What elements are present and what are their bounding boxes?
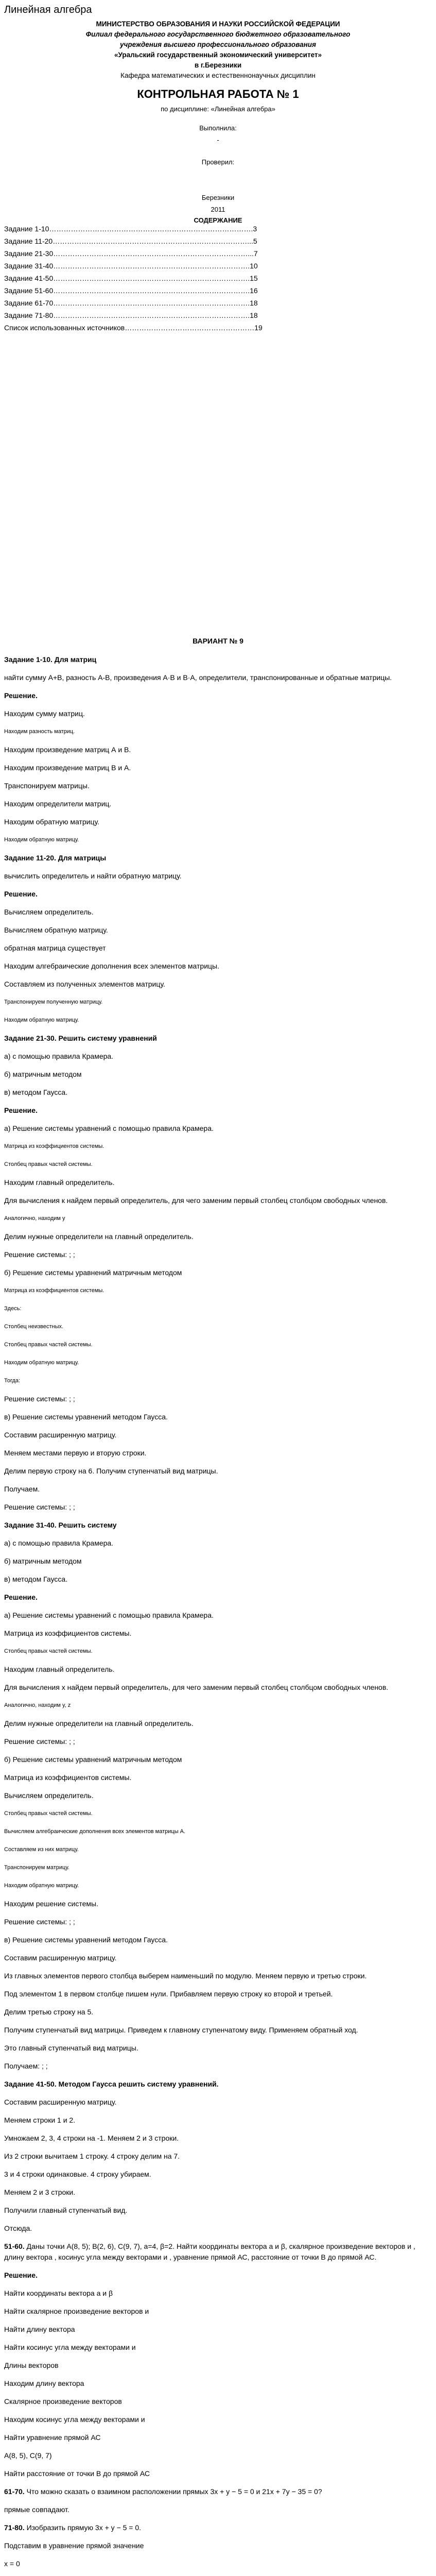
body-paragraph: б) матричным методом <box>4 1557 82 1565</box>
toc-item[interactable]: Задание 71-80……………………………………………………………………….18 <box>4 311 258 319</box>
body-paragraph: Задание 41-50. Методом Гаусса решить систему уравнений. <box>4 2080 219 2088</box>
body-paragraph: Вычисляем алгебраические дополнения всех элементов матрицы А. <box>4 1828 186 1835</box>
body-paragraph: в) Решение системы уравнений методом Гаусса. <box>4 1413 168 1421</box>
body-paragraph: а) с помощью правила Крамера. <box>4 1052 114 1060</box>
body-paragraph: 71-80. Изобразить прямую 3x + y − 5 = 0. <box>4 2523 142 2532</box>
body-paragraph: Делим нужные определители на главный определитель. <box>4 1719 194 1727</box>
done-value: - <box>217 136 219 144</box>
variant-heading: ВАРИАНТ № 9 <box>193 637 243 645</box>
body-paragraph: Отсюда. <box>4 2224 32 2232</box>
body-paragraph: Находим главный определитель. <box>4 1178 115 1187</box>
body-paragraph: Столбец неизвестных. <box>4 1324 64 1330</box>
body-paragraph: Находим разность матриц. <box>4 728 75 735</box>
body-paragraph: Находим решение системы. <box>4 1900 98 1908</box>
body-paragraph: Под элементом 1 в первом столбце пишем нули. Прибавляем первую строку ко второй и третьей. <box>4 1990 333 1998</box>
body-paragraph: Находим косинус угла между векторами и <box>4 2415 145 2424</box>
branch-line-1: Филиал федерального государственного бюджетного образовательного <box>85 30 351 38</box>
body-paragraph: Составим расширенную матрицу. <box>4 1954 117 1962</box>
body-paragraph: Вычисляем определитель. <box>4 908 94 916</box>
branch-line-2: учреждения высшего профессионального образования <box>120 41 316 48</box>
university-line: «Уральский государственный экономический университет» <box>114 51 322 59</box>
contents-heading: СОДЕРЖАНИЕ <box>194 216 242 224</box>
task-number: 51-60. <box>4 2242 25 2250</box>
body-paragraph: Решение. <box>4 1106 38 1114</box>
table-of-contents <box>0 223 431 334</box>
body-paragraph: Делим нужные определители на главный определитель. <box>4 1232 194 1241</box>
body-paragraph: а) Решение системы уравнений с помощью правила Крамера. <box>4 1611 214 1619</box>
body-paragraph: Решение системы: ; ; <box>4 1395 75 1403</box>
body-paragraph: Найти координаты вектора а и β <box>4 2289 113 2297</box>
toc-item[interactable]: Задание 41-50……………………………………………………………………….15 <box>4 274 258 282</box>
body-paragraph: Столбец правых частей системы. <box>4 1161 93 1167</box>
task-number: 71-80. <box>4 2523 25 2532</box>
page-title: Линейная алгебра <box>4 4 92 15</box>
body-paragraph: Матрица из коэффициентов системы. <box>4 1287 104 1294</box>
body-paragraph: Аналогично, находим y, z <box>4 1702 71 1708</box>
body-paragraph: Находим главный определитель. <box>4 1665 115 1673</box>
body-paragraph: Получим ступенчатый вид матрицы. Приведем к главному ступенчатому виду. Применяем обратный ход. <box>4 2026 358 2034</box>
toc-item[interactable]: Список использованных источников………………………………………………19 <box>4 324 263 332</box>
body-paragraph: Меняем местами первую и вторую строки. <box>4 1449 147 1457</box>
body-paragraph: Столбец правых частей системы. <box>4 1342 93 1348</box>
body-paragraph: Для вычисления к найдем первый определитель, для чего заменим первый столбец столбцом свободных членов. <box>4 1196 388 1205</box>
solution-body <box>0 654 436 2576</box>
body-paragraph: Получаем. <box>4 1485 40 1493</box>
checked-label: Проверил: <box>201 158 235 166</box>
toc-item[interactable]: Задание 31-40……………………………………………………………………….10 <box>4 262 258 270</box>
body-paragraph: Решение системы: ; ; <box>4 1250 75 1259</box>
body-paragraph: Составим расширенную матрицу. <box>4 1431 117 1439</box>
body-paragraph: 61-70. Что можно сказать о взаимном расположении прямых 3x + y − 5 = 0 и 21x + 7y − 35 = 0? <box>4 2487 322 2496</box>
body-paragraph: в) методом Гаусса. <box>4 1088 68 1096</box>
body-paragraph: Находим определители матриц. <box>4 800 112 808</box>
department-line: Кафедра математических и естественнонаучных дисциплин <box>120 72 316 79</box>
body-paragraph: Находим алгебраические дополнения всех элементов матрицы. <box>4 962 219 970</box>
task-number: 61-70. <box>4 2487 25 2496</box>
body-paragraph: Находим сумму матриц. <box>4 709 85 718</box>
title-block <box>0 88 436 224</box>
body-paragraph: 51-60. Даны точки А(8, 5); В(2, 6), С(9, 7), а=4, β=2. Найти координаты вектора а и β, скалярное произведение векторов и , длину вектора , косинус угла между векторами и , уравнение прямой АС, расстояние от точки В до прямой АС. <box>4 2242 415 2261</box>
body-paragraph: обратная матрица существует <box>4 944 106 952</box>
body-paragraph: Составляем из них матрицу. <box>4 1846 79 1853</box>
body-paragraph: x = 0 <box>4 2560 20 2568</box>
body-paragraph: Матрица из коэффициентов системы. <box>4 1143 104 1149</box>
body-paragraph: Составляем из полученных элементов матрицу. <box>4 980 165 988</box>
body-paragraph: Решение. <box>4 2271 38 2279</box>
body-paragraph: в) Решение системы уравнений методом Гаусса. <box>4 1936 168 1944</box>
year: 2011 <box>211 206 225 213</box>
body-paragraph: Тогда: <box>4 1378 21 1384</box>
body-paragraph: Найти расстояние от точки В до прямой АС <box>4 2469 150 2478</box>
body-paragraph: Столбец правых частей системы. <box>4 1648 93 1654</box>
body-paragraph: Меняем 2 и 3 строки. <box>4 2188 76 2196</box>
body-paragraph: Длины векторов <box>4 2361 59 2369</box>
body-paragraph: Находим обратную матрицу. <box>4 1360 79 1366</box>
body-paragraph: Найти уравнение прямой АС <box>4 2433 101 2442</box>
body-paragraph: A(8, 5), C(9, 7) <box>4 2451 52 2460</box>
body-paragraph: Делим первую строку на 6. Получим ступенчатый вид матрицы. <box>4 1467 218 1475</box>
body-paragraph: Составим расширенную матрицу. <box>4 2098 117 2106</box>
body-paragraph: б) Решение системы уравнений матричным методом <box>4 1755 182 1764</box>
body-paragraph: Получили главный ступенчатый вид. <box>4 2206 128 2214</box>
body-paragraph: б) матричным методом <box>4 1070 82 1078</box>
body-paragraph: Решение системы: ; ; <box>4 1918 75 1926</box>
title-page-header <box>0 19 436 81</box>
body-paragraph: Аналогично, находим у <box>4 1215 65 1222</box>
body-paragraph: Находим произведение матриц В и А. <box>4 764 131 772</box>
body-paragraph: прямые совпадают. <box>4 2505 69 2514</box>
body-paragraph: Транспонируем матрицу. <box>4 1865 69 1871</box>
body-paragraph: Получаем: ; ; <box>4 2062 48 2070</box>
body-paragraph: Вычисляем обратную матрицу. <box>4 926 108 934</box>
body-paragraph: вычислить определитель и найти обратную матрицу. <box>4 872 182 880</box>
body-paragraph: а) с помощью правила Крамера. <box>4 1539 114 1547</box>
body-paragraph: Задание 31-40. Решить систему <box>4 1521 117 1529</box>
body-paragraph: Находим обратную матрицу. <box>4 818 99 826</box>
body-paragraph: Для вычисления x найдем первый определитель, для чего заменим первый столбец столбцом свободных членов. <box>4 1683 389 1691</box>
body-paragraph: Из главных элементов первого столбца выберем наименьший по модулю. Меняем первую и третью строки. <box>4 1972 367 1980</box>
body-paragraph: Решение. <box>4 691 38 700</box>
body-paragraph: Из 2 строки вычитаем 1 строку. 4 строку делим на 7. <box>4 2152 180 2160</box>
body-paragraph: Найти скалярное произведение векторов и <box>4 2307 149 2315</box>
city-name: Березники <box>201 194 235 201</box>
discipline-line: по дисциплине: «Линейная алгебра» <box>161 105 275 113</box>
done-label: Выполнила: <box>199 124 237 132</box>
toc-item[interactable]: Задание 51-60……………………………………………………………………….16 <box>4 286 258 295</box>
body-paragraph: Находим обратную матрицу. <box>4 837 79 843</box>
work-title: КОНТРОЛЬНАЯ РАБОТА № 1 <box>137 88 299 100</box>
toc-item[interactable]: Задание 21-30………………………………………………………………………...7 <box>4 249 258 258</box>
body-paragraph: Находим длину вектора <box>4 2379 84 2387</box>
body-paragraph: Решение системы: ; ; <box>4 1737 75 1745</box>
body-paragraph: Меняем строки 1 и 2. <box>4 2116 76 2124</box>
body-paragraph: Находим обратную матрицу. <box>4 1017 79 1023</box>
body-paragraph: Находим произведение матриц А и В. <box>4 745 131 754</box>
body-paragraph: Матрица из коэффициентов системы. <box>4 1629 132 1637</box>
body-paragraph: Найти длину вектора <box>4 2325 75 2333</box>
body-paragraph: Умножаем 2, 3, 4 строки на -1. Меняем 2 и 3 строки. <box>4 2134 179 2142</box>
toc-item[interactable]: Задание 1-10………………………………………………………………………….3 <box>4 225 257 233</box>
body-paragraph: Транспонируем полученную матрицу. <box>4 999 103 1005</box>
body-paragraph: в) методом Гаусса. <box>4 1575 68 1583</box>
body-paragraph: а) Решение системы уравнений с помощью правила Крамера. <box>4 1124 214 1132</box>
body-paragraph: Найти косинус угла между векторами и <box>4 2343 136 2351</box>
body-paragraph: Решение. <box>4 1593 38 1601</box>
body-paragraph: Столбец правых частей системы. <box>4 1810 93 1817</box>
body-paragraph: Транспонируем матрицы. <box>4 782 90 790</box>
body-paragraph: Задание 21-30. Решить систему уравнений <box>4 1034 157 1042</box>
body-paragraph: 3 и 4 строки одинаковые. 4 строку убираем. <box>4 2170 151 2178</box>
body-paragraph: Находим обратную матрицу. <box>4 1883 79 1889</box>
toc-item[interactable]: Задание 61-70……………………………………………………………………….18 <box>4 299 258 307</box>
ministry-line: МИНИСТЕРСТВО ОБРАЗОВАНИЯ И НАУКИ РОССИЙСКОЙ ФЕДЕРАЦИИ <box>96 20 340 28</box>
body-paragraph: Это главный ступенчатый вид матрицы. <box>4 2044 138 2052</box>
body-paragraph: Задание 1-10. Для матриц <box>4 655 97 664</box>
body-paragraph: найти сумму А+В, разность А-В, произведения А·В и В·А, определители, транспонированные и обратные матрицы. <box>4 673 392 682</box>
body-paragraph: Решение. <box>4 890 38 898</box>
body-paragraph: Задание 11-20. Для матрицы <box>4 854 107 862</box>
body-paragraph: Решение системы: ; ; <box>4 1503 75 1511</box>
toc-item[interactable]: Задание 11-20………………………………………………………………………...5 <box>4 237 257 245</box>
body-paragraph: Матрица из коэффициентов системы. <box>4 1773 132 1782</box>
body-paragraph: б) Решение системы уравнений матричным методом <box>4 1268 182 1277</box>
body-paragraph: Подставим в уравнение прямой значение <box>4 2541 144 2550</box>
city-line: в г.Березники <box>194 61 242 69</box>
body-paragraph: Делим третью строку на 5. <box>4 2008 94 2016</box>
body-paragraph: Вычисляем определитель. <box>4 1791 94 1800</box>
body-paragraph: Скалярное произведение векторов <box>4 2397 122 2405</box>
body-paragraph: Здесь: <box>4 1306 22 1312</box>
